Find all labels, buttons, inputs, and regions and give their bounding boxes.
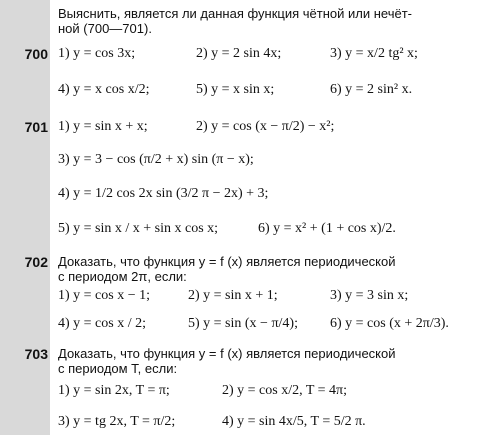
problem-702-item-3: 3) y = 3 sin x; bbox=[330, 288, 409, 303]
problem-702-item-2: 2) y = sin x + 1; bbox=[188, 288, 278, 303]
problem-number-700: 700 bbox=[24, 46, 48, 62]
problem-701-item-6: 6) y = x² + (1 + cos x)/2. bbox=[258, 221, 396, 236]
problem-702-item-1: 1) y = cos x − 1; bbox=[58, 288, 151, 303]
intro-line-1: Выяснить, является ли данная функция чётной или нечёт- bbox=[58, 6, 412, 21]
problem-702-item-4: 4) y = cos x / 2; bbox=[58, 316, 146, 331]
section-intro bbox=[58, 6, 488, 36]
problem-703-intro bbox=[58, 346, 488, 376]
problem-700-item-3: 3) y = x/2 tg² x; bbox=[330, 46, 418, 61]
problem-number-703: 703 bbox=[24, 346, 48, 362]
problem-703-intro-line-1: Доказать, что функция y = f (x) является периодической bbox=[58, 346, 396, 361]
problem-700-item-6: 6) y = 2 sin² x. bbox=[330, 82, 413, 97]
problem-702-item-6: 6) y = cos (x + 2π/3). bbox=[330, 316, 449, 331]
problem-701-item-2: 2) y = cos (x − π/2) − x²; bbox=[196, 119, 335, 134]
problem-number-701: 701 bbox=[24, 119, 48, 135]
problem-702-item-5: 5) y = sin (x − π/4); bbox=[188, 316, 298, 331]
problem-703-item-3: 3) y = tg 2x, T = π/2; bbox=[58, 414, 176, 429]
problem-700-item-4: 4) y = x cos x/2; bbox=[58, 82, 150, 97]
problem-701-item-3: 3) y = 3 − cos (π/2 + x) sin (π − x); bbox=[58, 152, 254, 167]
problem-702-intro-line-1: Доказать, что функция y = f (x) является периодической bbox=[58, 254, 396, 269]
problem-703-item-2: 2) y = cos x/2, T = 4π; bbox=[222, 383, 348, 398]
problem-703-intro-line-2: с периодом T, если: bbox=[58, 361, 178, 376]
intro-line-2: ной (700—701). bbox=[58, 21, 152, 36]
problem-700-item-5: 5) y = x sin x; bbox=[196, 82, 275, 97]
problem-701-item-1: 1) y = sin x + x; bbox=[58, 119, 148, 134]
problem-701-item-4: 4) y = 1/2 cos 2x sin (3/2 π − 2x) + 3; bbox=[58, 186, 269, 201]
problem-702-intro bbox=[58, 254, 488, 284]
problem-703-item-1: 1) y = sin 2x, T = π; bbox=[58, 383, 170, 398]
problem-702-intro-line-2: с периодом 2π, если: bbox=[58, 269, 187, 284]
problem-700-item-2: 2) y = 2 sin 4x; bbox=[196, 46, 282, 61]
problem-703-item-4: 4) y = sin 4x/5, T = 5/2 π. bbox=[222, 414, 366, 429]
problem-701-item-5: 5) y = sin x / x + sin x cos x; bbox=[58, 221, 219, 236]
problem-700-item-1: 1) y = cos 3x; bbox=[58, 46, 136, 61]
problem-number-702: 702 bbox=[24, 254, 48, 270]
